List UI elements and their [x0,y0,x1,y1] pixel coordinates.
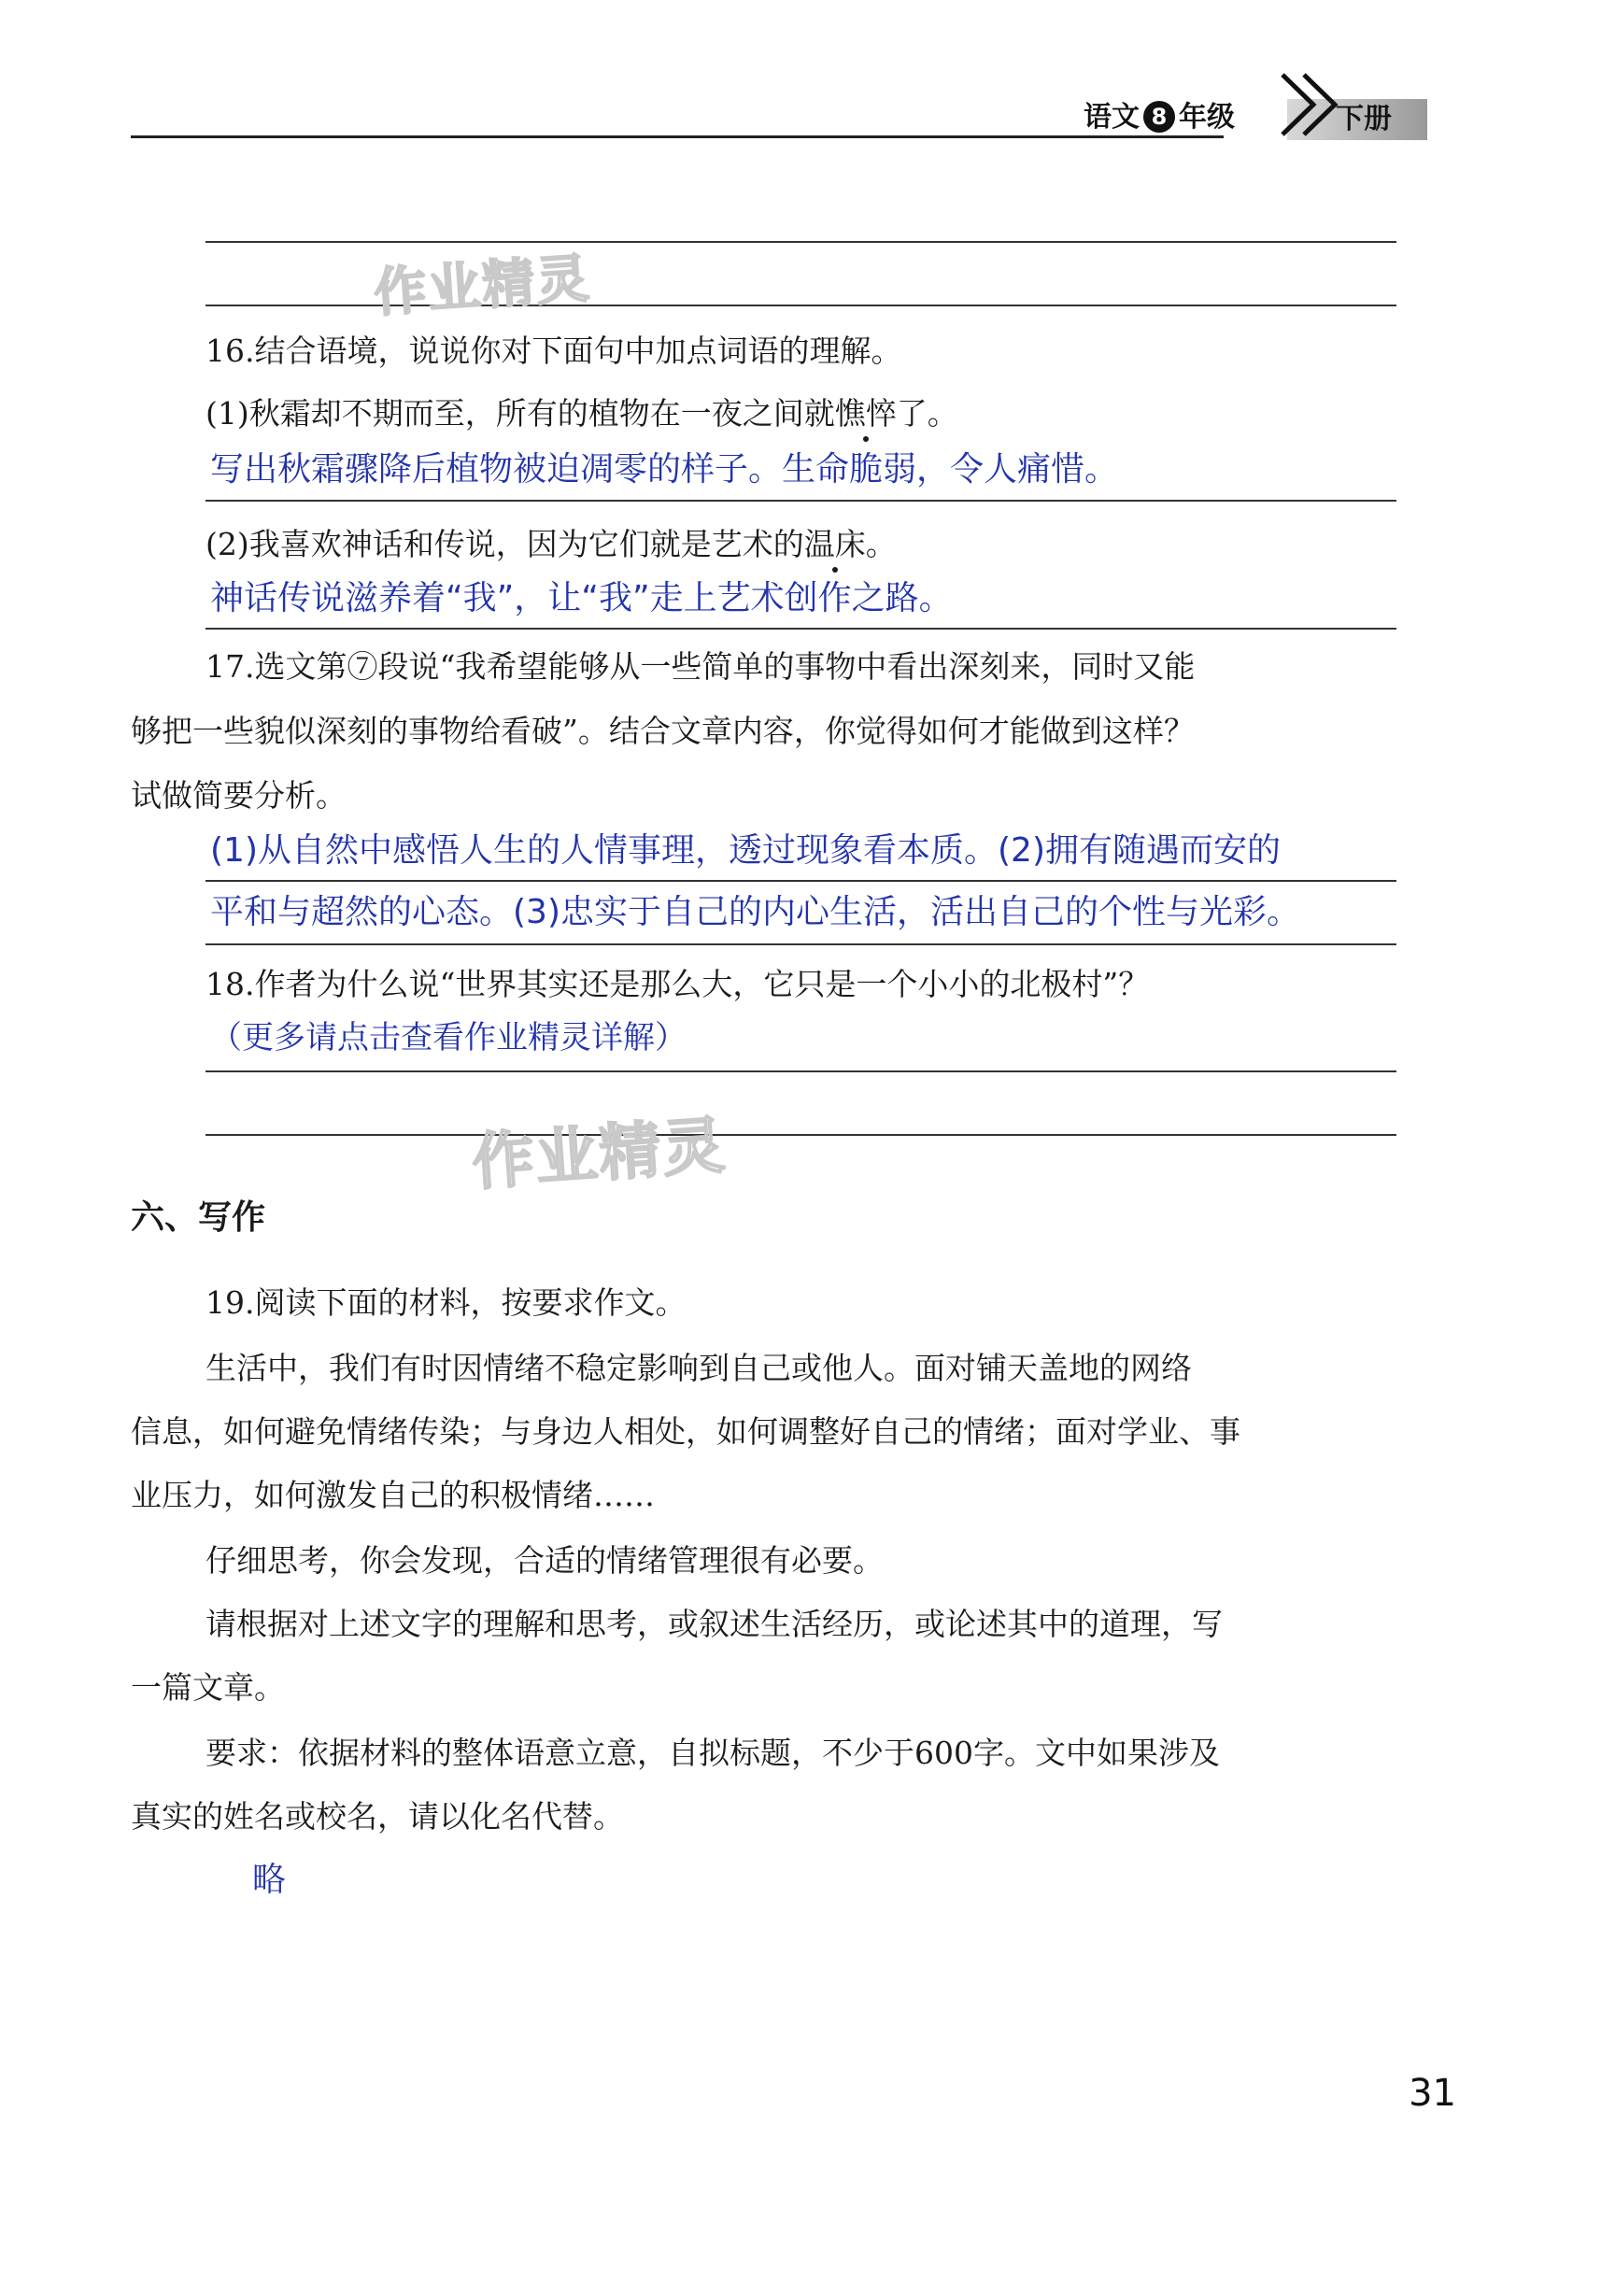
q16-answer1: 写出秋霜骤降后植物被迫凋零的样子。生命脆弱，令人痛惜。 [210,450,1119,489]
double-chevron-icon [1278,67,1343,142]
q19-answer: 略 [252,1861,287,1899]
answer-line [205,1070,1396,1072]
q18-answer-link[interactable]: （更多请点击查看作业精灵详解） [210,1019,687,1056]
q16-part1-text: (1)秋霜却不期而至，所有的植物在一夜之间就 [205,395,835,432]
task-line-2: 一篇文章。 [131,1669,285,1706]
q16-part1-end: 了。 [896,395,958,432]
answer-line [205,880,1396,882]
q16-part1 [205,394,958,433]
q17-line-1: 17.选文第⑦段说“我希望能够从一些简单的事物中看出深刻来，同时又能 [205,648,1196,685]
material-line-3: 业压力，如何激发自己的积极情绪…… [131,1477,655,1513]
material-line-2: 信息，如何避免情绪传染；与身边人相处，如何调整好自己的情绪；面对学业、事 [131,1413,1240,1450]
requirement-line-2: 真实的姓名或校名，请以化名代替。 [131,1798,624,1835]
answer-line [205,943,1396,945]
q18-prompt: 18.作者为什么说“世界其实还是那么大，它只是一个小小的北极村”？ [205,966,1150,1002]
answer-line [205,628,1396,630]
section-title: 六、写作 [131,1198,266,1237]
dotted-word: 温床 [803,526,866,562]
q16-part2 [205,525,897,564]
header-title [1084,93,1235,135]
subject-label: 语文 [1084,101,1140,134]
answer-line [205,241,1396,243]
q16-prompt: 16.结合语境，说说你对下面句中加点词语的理解。 [205,333,902,369]
watermark: 作业精灵 [470,1109,729,1199]
think-line: 仔细思考，你会发现，合适的情绪管理很有必要。 [205,1542,884,1579]
q17-answer-line-1: (1)从自然中感悟人生的人情事理，透过现象看本质。(2)拥有随遇而安的 [210,831,1281,870]
watermark: 作业精灵 [372,248,593,325]
q17-answer-line-2: 平和与超然的心态。(3)忠实于自己的内心生活，活出自己的个性与光彩。 [210,893,1300,931]
q19-prompt: 19.阅读下面的材料，按要求作文。 [205,1284,687,1321]
volume-label: 下册 [1336,103,1392,135]
header-rule [131,135,1224,138]
q16-part2-text: (2)我喜欢神话和传说，因为它们就是艺术的 [205,526,804,562]
grade-suffix: 年级 [1179,101,1235,134]
material-line-1: 生活中，我们有时因情绪不稳定影响到自己或他人。面对铺天盖地的网络 [205,1350,1192,1386]
page-number: 31 [1409,2072,1456,2115]
requirement-line-1: 要求：依据材料的整体语意立意，自拟标题，不少于600字。文中如果涉及 [205,1735,1220,1771]
q16-part2-end: 。 [865,526,897,562]
answer-line [205,1134,1396,1136]
dotted-word: 憔悴 [834,395,897,432]
q16-answer2: 神话传说滋养着“我”，让“我”走上艺术创作之路。 [210,579,953,617]
task-line-1: 请根据对上述文字的理解和思考，或叙述生活经历，或论述其中的道理，写 [205,1606,1223,1642]
answer-line [205,500,1396,502]
q17-line-3: 试做简要分析。 [131,777,347,814]
q17-line-2: 够把一些貌似深刻的事物给看破”。结合文章内容，你觉得如何才能做到这样？ [131,713,1195,749]
grade-number-badge: 8 [1143,101,1175,133]
